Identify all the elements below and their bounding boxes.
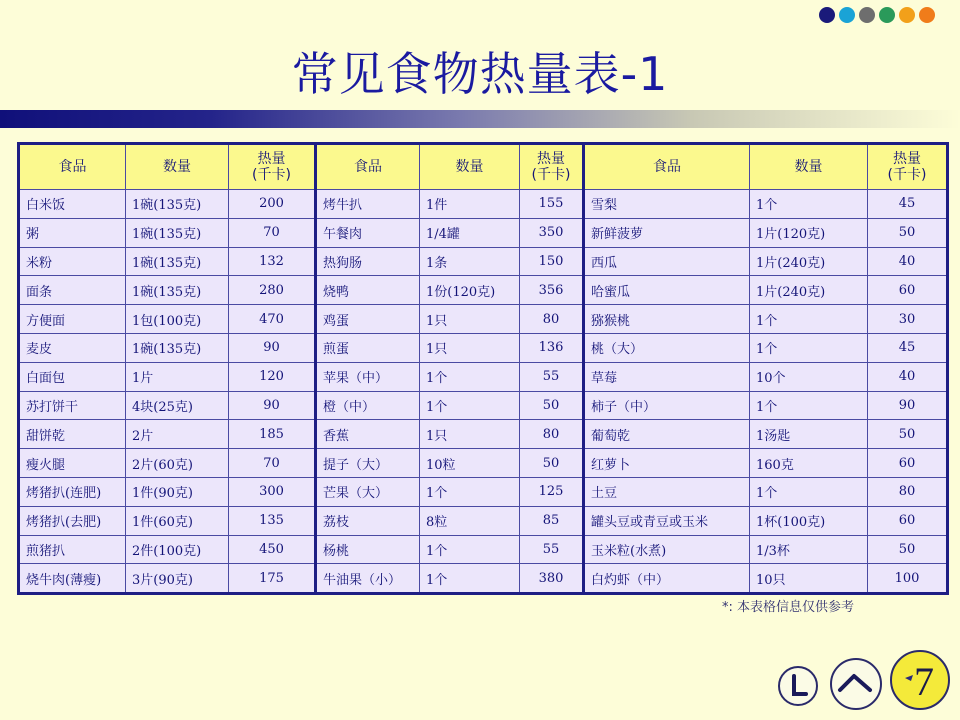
table-row [584,190,948,219]
cal-cell: 450 [229,535,316,564]
cal-cell: 60 [868,276,948,305]
header-cal: 热量 (千卡) [520,144,584,190]
table-row [316,477,584,506]
food-cell: 麦皮 [19,333,126,362]
cal-cell: 40 [868,362,948,391]
food-cell: 提子（大） [316,449,420,478]
qty-cell: 1件(90克) [126,477,229,506]
header-food: 食品 [584,144,750,190]
table-row [584,247,948,276]
table-row [584,305,948,334]
table-row [19,276,316,305]
qty-cell: 1片(240克) [750,276,868,305]
qty-cell: 1/4罐 [420,218,520,247]
cal-cell: 350 [520,218,584,247]
table-row [316,391,584,420]
cal-cell: 136 [520,333,584,362]
food-cell: 新鲜菠萝 [584,218,750,247]
table-row [316,564,584,594]
qty-cell: 1只 [420,420,520,449]
table-row [316,333,584,362]
table-row [584,477,948,506]
food-cell: 白面包 [19,362,126,391]
table-row [19,362,316,391]
cal-cell: 55 [520,535,584,564]
table-row [316,362,584,391]
food-cell: 甜饼乾 [19,420,126,449]
table-row [19,420,316,449]
food-cell: 玉米粒(水煮) [584,535,750,564]
cal-cell: 120 [229,362,316,391]
table-row [584,276,948,305]
qty-cell: 1个 [420,391,520,420]
food-cell: 香蕉 [316,420,420,449]
cal-cell: 60 [868,449,948,478]
food-cell: 烤猪扒(去肥) [19,506,126,535]
cal-cell: 85 [520,506,584,535]
dot-3 [859,7,875,23]
food-cell: 烧鸭 [316,276,420,305]
decorative-dots [819,7,935,23]
qty-cell: 1件 [420,190,520,219]
cal-cell: 50 [868,535,948,564]
table-row [19,247,316,276]
food-cell: 雪梨 [584,190,750,219]
food-cell: 烤牛扒 [316,190,420,219]
dot-4 [879,7,895,23]
qty-cell: 1片(240克) [750,247,868,276]
qty-cell: 1碗(135克) [126,218,229,247]
table-row [19,506,316,535]
food-cell: 芒果（大） [316,477,420,506]
nav-first-button[interactable] [776,664,820,708]
food-cell: 鸡蛋 [316,305,420,334]
qty-cell: 1个 [750,305,868,334]
table-row [316,218,584,247]
cal-cell: 90 [229,391,316,420]
cal-cell: 80 [868,477,948,506]
cal-cell: 70 [229,449,316,478]
food-cell: 杨桃 [316,535,420,564]
table-row [19,218,316,247]
table-row [584,564,948,594]
qty-cell: 1只 [420,333,520,362]
qty-cell: 2片 [126,420,229,449]
table-row [316,190,584,219]
table-row [316,506,584,535]
cal-cell: 90 [229,333,316,362]
cal-cell: 132 [229,247,316,276]
qty-cell: 1汤匙 [750,420,868,449]
cal-cell: 50 [520,391,584,420]
food-cell: 橙（中） [316,391,420,420]
food-cell: 桃（大） [584,333,750,362]
food-cell: 方便面 [19,305,126,334]
cal-cell: 100 [868,564,948,594]
food-cell: 荔枝 [316,506,420,535]
food-cell: 柿子（中） [584,391,750,420]
table-row [19,449,316,478]
clock-page-icon [888,648,952,712]
qty-cell: 1只 [420,305,520,334]
header-qty: 数量 [126,144,229,190]
dot-5 [899,7,915,23]
table-row [584,362,948,391]
cal-cell: 55 [520,362,584,391]
table-row [19,564,316,594]
food-cell: 罐头豆或青豆或玉米 [584,506,750,535]
cal-cell: 175 [229,564,316,594]
table-row [19,391,316,420]
table-row [19,305,316,334]
calorie-table-1 [17,142,317,595]
table-row [316,276,584,305]
cal-cell: 380 [520,564,584,594]
table-row [584,218,948,247]
qty-cell: 4块(25克) [126,391,229,420]
qty-cell: 1碗(135克) [126,276,229,305]
table-row [316,247,584,276]
cal-cell: 470 [229,305,316,334]
table-row [19,477,316,506]
qty-cell: 1个 [420,362,520,391]
table-row [584,506,948,535]
calorie-table-3 [582,142,949,595]
table-row [584,333,948,362]
cal-cell: 45 [868,333,948,362]
qty-cell: 1个 [420,477,520,506]
qty-cell: 10只 [750,564,868,594]
cal-cell: 200 [229,190,316,219]
qty-cell: 2片(60克) [126,449,229,478]
qty-cell: 1碗(135克) [126,247,229,276]
header-qty: 数量 [750,144,868,190]
table-row [584,391,948,420]
table-row [316,420,584,449]
qty-cell: 1个 [750,333,868,362]
qty-cell: 1包(100克) [126,305,229,334]
qty-cell: 1/3杯 [750,535,868,564]
cal-cell: 185 [229,420,316,449]
header-qty: 数量 [420,144,520,190]
food-cell: 白灼虾（中） [584,564,750,594]
svg-text:7: 7 [914,659,934,704]
cal-cell: 135 [229,506,316,535]
cal-cell: 50 [868,420,948,449]
table-row [19,190,316,219]
nav-page-button[interactable] [888,648,952,712]
qty-cell: 1碗(135克) [126,333,229,362]
dot-6 [919,7,935,23]
cal-cell: 300 [229,477,316,506]
qty-cell: 1片(120克) [750,218,868,247]
food-cell: 红萝卜 [584,449,750,478]
qty-cell: 1个 [420,564,520,594]
cal-cell: 80 [520,305,584,334]
cal-cell: 30 [868,305,948,334]
food-cell: 午餐肉 [316,218,420,247]
cal-cell: 125 [520,477,584,506]
qty-cell: 1个 [420,535,520,564]
food-cell: 烤猪扒(连肥) [19,477,126,506]
food-cell: 煎蛋 [316,333,420,362]
table-row [316,305,584,334]
qty-cell: 2件(100克) [126,535,229,564]
qty-cell: 1碗(135克) [126,190,229,219]
qty-cell: 8粒 [420,506,520,535]
qty-cell: 1件(60克) [126,506,229,535]
table-row [19,333,316,362]
clock-first-icon [776,664,820,708]
table-row [584,535,948,564]
food-cell: 米粉 [19,247,126,276]
qty-cell: 10粒 [420,449,520,478]
table-row [584,420,948,449]
food-cell: 白米饭 [19,190,126,219]
qty-cell: 1片 [126,362,229,391]
cal-cell: 45 [868,190,948,219]
table-row [19,535,316,564]
cal-cell: 150 [520,247,584,276]
qty-cell: 10个 [750,362,868,391]
dot-2 [839,7,855,23]
food-cell: 猕猴桃 [584,305,750,334]
cal-cell: 60 [868,506,948,535]
cal-cell: 50 [520,449,584,478]
food-cell: 牛油果（小） [316,564,420,594]
qty-cell: 1杯(100克) [750,506,868,535]
nav-prev-button[interactable] [828,656,884,712]
qty-cell: 1条 [420,247,520,276]
food-cell: 西瓜 [584,247,750,276]
page-title: 常见食物热量表-1 [291,47,669,101]
cal-cell: 280 [229,276,316,305]
title-underline-bar [0,110,960,128]
food-cell: 土豆 [584,477,750,506]
food-cell: 粥 [19,218,126,247]
qty-cell: 1个 [750,477,868,506]
food-cell: 葡萄乾 [584,420,750,449]
qty-cell: 160克 [750,449,868,478]
dot-1 [819,7,835,23]
cal-cell: 70 [229,218,316,247]
food-cell: 烧牛肉(薄瘦) [19,564,126,594]
calorie-table-2 [314,142,585,595]
food-cell: 哈蜜瓜 [584,276,750,305]
cal-cell: 356 [520,276,584,305]
food-cell: 热狗肠 [316,247,420,276]
table-row [316,535,584,564]
food-cell: 面条 [19,276,126,305]
table-row [316,449,584,478]
food-cell: 草莓 [584,362,750,391]
food-cell: 瘦火腿 [19,449,126,478]
table-row [584,449,948,478]
food-cell: 苏打饼干 [19,391,126,420]
qty-cell: 1个 [750,190,868,219]
qty-cell: 1份(120克) [420,276,520,305]
food-cell: 苹果（中） [316,362,420,391]
food-cell: 煎猪扒 [19,535,126,564]
cal-cell: 40 [868,247,948,276]
cal-cell: 155 [520,190,584,219]
cal-cell: 50 [868,218,948,247]
qty-cell: 1个 [750,391,868,420]
cal-cell: 90 [868,391,948,420]
footnote: *: 本表格信息仅供参考 [722,600,855,615]
clock-prev-icon [828,656,884,712]
cal-cell: 80 [520,420,584,449]
header-food: 食品 [316,144,420,190]
header-cal: 热量 (千卡) [229,144,316,190]
qty-cell: 3片(90克) [126,564,229,594]
header-cal: 热量 (千卡) [868,144,948,190]
header-food: 食品 [19,144,126,190]
